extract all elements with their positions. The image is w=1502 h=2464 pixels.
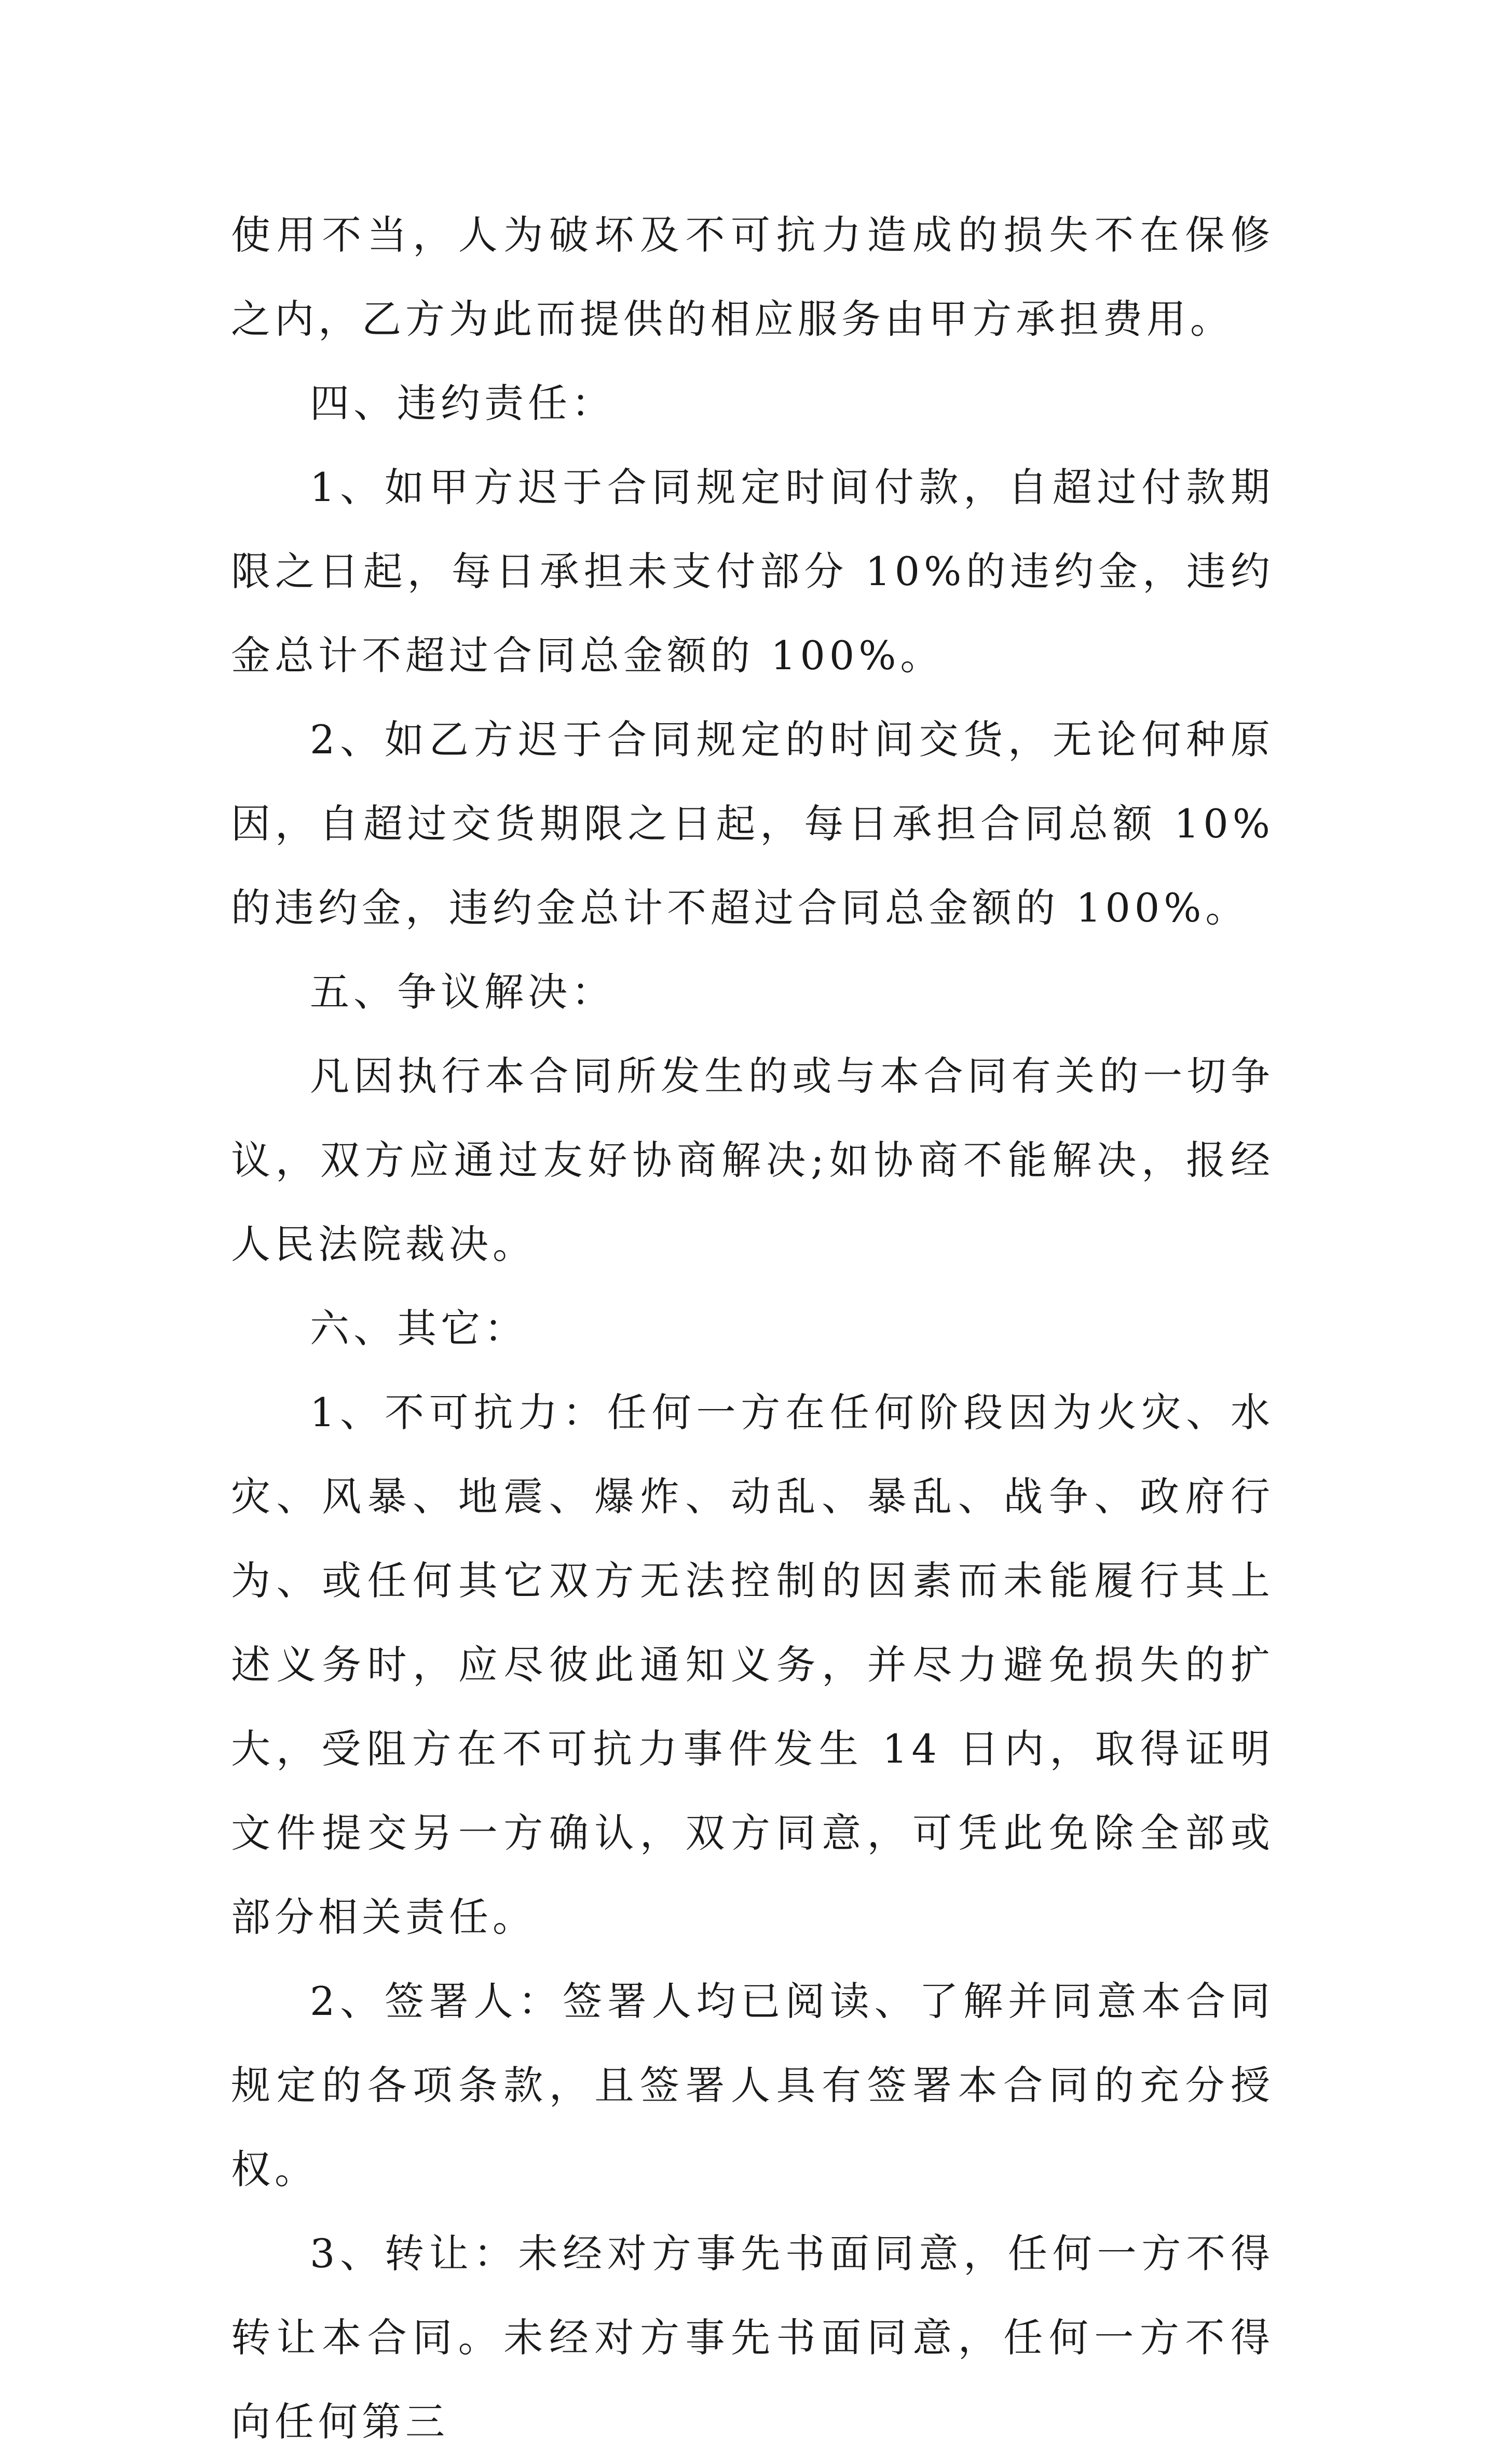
section-heading-breach-liability: 四、违约责任： bbox=[310, 380, 615, 426]
paragraph-warranty-exclusion: 使用不当，人为破坏及不可抗力造成的损失不在保修之内，乙方为此而提供的相应服务由甲方承担费用。 bbox=[231, 212, 1274, 342]
section-heading-other: 六、其它： bbox=[310, 1305, 528, 1351]
paragraph-dispute-resolution: 凡因执行本合同所发生的或与本合同有关的一切争议，双方应通过友好协商解决;如协商不能解决，报经人民法院裁决。 bbox=[231, 1053, 1274, 1267]
paragraph-signatories: 2、签署人：签署人均已阅读、了解并同意本合同规定的各项条款，且签署人具有签署本合同的充分授权。 bbox=[231, 1978, 1274, 2192]
paragraph-force-majeure: 1、不可抗力：任何一方在任何阶段因为火灾、水灾、风暴、地震、爆炸、动乱、暴乱、战争、政府行为、或任何其它双方无法控制的因素而未能履行其上述义务时，应尽彼此通知义务，并尽力避免损失的扩大，受阻方在不可抗力事件发生 14 日内，取得证明文件提交另一方确认，双方同意，可凭此免除全部或部分相关责任。 bbox=[231, 1389, 1274, 1940]
paragraph-late-delivery: 2、如乙方迟于合同规定的时间交货，无论何种原因，自超过交货期限之日起，每日承担合同总额 10%的违约金，违约金总计不超过合同总金额的 100%。 bbox=[231, 716, 1274, 931]
section-heading-dispute-resolution: 五、争议解决： bbox=[310, 969, 615, 1015]
document-body bbox=[231, 193, 1274, 2464]
paragraph-assignment: 3、转让：未经对方事先书面同意，任何一方不得转让本合同。未经对方事先书面同意，任何一方不得向任何第三 bbox=[231, 2230, 1274, 2445]
paragraph-late-payment: 1、如甲方迟于合同规定时间付款，自超过付款期限之日起，每日承担未支付部分 10%的违约金，违约金总计不超过合同总金额的 100%。 bbox=[231, 464, 1274, 679]
